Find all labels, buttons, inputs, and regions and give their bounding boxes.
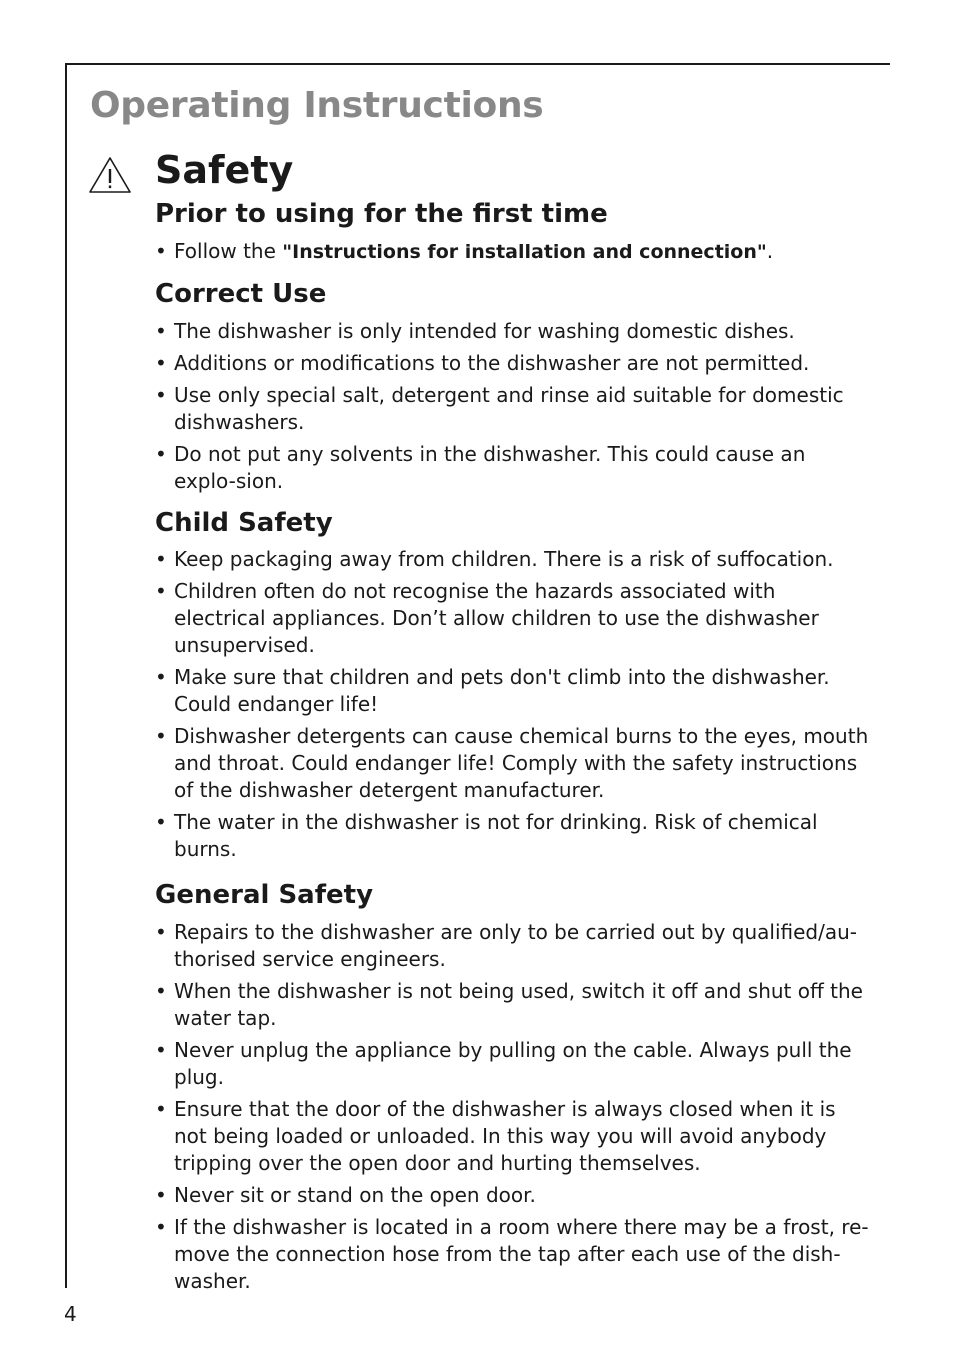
page-frame-left-rule — [65, 63, 67, 1288]
list-item: • Make sure that children and pets don't climb into the dishwasher. Could endanger life! — [155, 664, 870, 718]
list-item: • When the dishwasher is not being used, switch it off and shut off the water tap. — [155, 978, 870, 1032]
child-safety-list — [155, 546, 870, 863]
page-frame-top-rule — [65, 63, 890, 65]
instruction-reference: "Instructions for installation and connection" — [282, 240, 767, 263]
warning-triangle-icon — [88, 156, 132, 194]
section-title: Operating Instructions — [90, 85, 544, 126]
list-item: • The dishwasher is only intended for washing domestic dishes. — [155, 318, 870, 345]
list-item: • Children often do not recognise the hazards associated with electrical appliances. Don’t allow children to use the dishwasher unsupervised. — [155, 578, 870, 659]
subheading-correct-use: Correct Use — [155, 278, 327, 309]
list-item: • Use only special salt, detergent and rinse aid suitable for domestic dishwashers. — [155, 382, 870, 436]
list-item: • Repairs to the dishwasher are only to be carried out by qualified/au-thorised service engineers. — [155, 919, 870, 973]
list-item: • Dishwasher detergents can cause chemical burns to the eyes, mouth and throat. Could endanger life! Comply with the safety instructions of the dishwasher detergent manufacturer. — [155, 723, 870, 804]
list-item: • The water in the dishwasher is not for drinking. Risk of chemical burns. — [155, 809, 870, 863]
subheading-prior-use: Prior to using for the first time — [155, 199, 608, 229]
correct-use-list — [155, 318, 870, 495]
list-item: • Keep packaging away from children. There is a risk of suffocation. — [155, 546, 870, 573]
instruction-text: Follow the — [174, 238, 283, 263]
instruction-end: . — [766, 238, 774, 263]
list-item: • If the dishwasher is located in a room where there may be a frost, re-move the connection hose from the tap after each use of the dish-washer. — [155, 1214, 870, 1295]
list-item: • Ensure that the door of the dishwasher is always closed when it is not being loaded or unloaded. In this way you will avoid anybody tripping over the open door and hurting themselves. — [155, 1096, 870, 1177]
list-item: • Never unplug the appliance by pulling on the cable. Always pull the plug. — [155, 1037, 870, 1091]
general-safety-list — [155, 919, 870, 1295]
page-number: 4 — [64, 1302, 77, 1326]
list-item: • Additions or modifications to the dishwasher are not permitted. — [155, 350, 870, 377]
list-item — [155, 238, 870, 266]
subheading-child-safety: Child Safety — [155, 507, 333, 538]
safety-content — [155, 198, 870, 1300]
subheading-general-safety: General Safety — [155, 880, 374, 911]
page-heading: Safety — [155, 148, 294, 192]
prior-use-list — [155, 238, 870, 266]
list-item: • Do not put any solvents in the dishwasher. This could cause an explo-sion. — [155, 441, 870, 495]
list-item: • Never sit or stand on the open door. — [155, 1182, 870, 1209]
